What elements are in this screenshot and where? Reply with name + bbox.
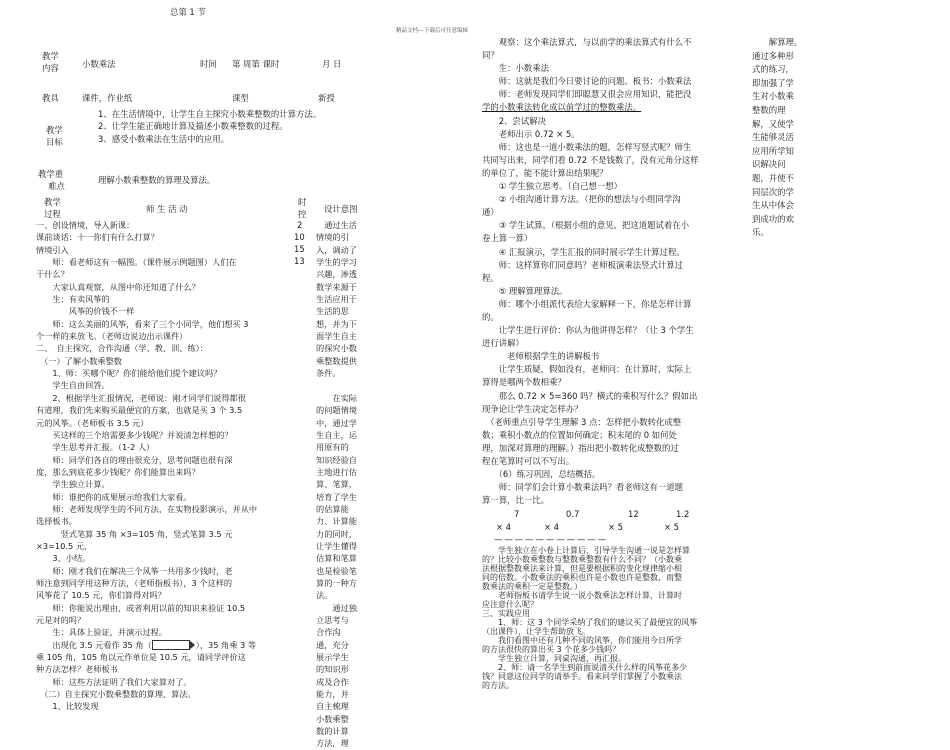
design-line: 用原有的: [316, 442, 349, 453]
process-line: 元是对的吗？: [36, 615, 86, 625]
far-line: 生能够灵活: [752, 132, 794, 143]
week-label: 第 周第 课时: [232, 59, 280, 69]
exercise-mul: × 4: [544, 522, 560, 532]
right-line: 的方法。: [482, 681, 514, 690]
keypoint-label-2: 难点: [48, 181, 65, 191]
process-line: 师：这么美丽的风筝，看来了三个小同学，他们想买 3: [36, 318, 249, 329]
right-line: 让学生进行评价：你认为他讲得怎样？（让 3 个学生: [482, 325, 694, 336]
design-line: 生活的思: [316, 306, 349, 317]
activity-header: 师 生 活 动: [146, 204, 188, 214]
right-line: 学生独立计算，同桌沟通，再汇报。: [482, 654, 626, 663]
right-line: 师：哪个小组派代表给大家解释一下，你是怎样计算: [482, 298, 692, 309]
process-line: 二、 自主探究，合作沟通（学、教、训、练）：: [36, 343, 208, 354]
lesson-number: 总第 1 节: [170, 7, 206, 17]
right-arrow-icon: [152, 640, 190, 650]
design-line: 力的同时，: [316, 528, 357, 539]
right-line: 法根据整数乘法来计算，但是要根据积的变化规律缩小相: [482, 564, 682, 573]
design-line: 生自主，运: [316, 429, 357, 440]
time-value: 13: [294, 256, 305, 266]
right-line: 的？比较小数乘整数与整数乘整数有什么不同？（小数乘: [482, 555, 682, 564]
exercise-mul: × 4: [496, 522, 512, 532]
process-line: ×3=10.5 元，: [36, 540, 93, 551]
far-line: 通过多种形: [752, 50, 794, 61]
right-line: 让学生质疑，假如没有，老师问：在计算时，实际上: [482, 364, 692, 375]
process-line: 买这样的三个培需要多少钱呢？并说清怎样想的？: [36, 429, 233, 440]
design-line: 数的计算: [316, 726, 349, 737]
right-line: ② 小组沟通计算方法。（把你的想法与小组同学沟: [482, 194, 681, 205]
design-line: 入，调动了: [316, 244, 357, 255]
content-value: 小数乘法: [82, 59, 116, 69]
time-value: 2: [297, 220, 303, 230]
right-column: [482, 36, 732, 507]
time-label: 时间: [200, 59, 217, 69]
process-line: 师：你能说出理由，或者利用以前的知识来验证 10.5: [36, 602, 246, 613]
right-line: 师：这样算你们同意吗？老师板演乘法竖式计算过: [482, 259, 683, 270]
design-line: 力、计算能: [316, 516, 357, 527]
right-line: 1、师：这 3 个同学采纳了我们的建议买了最便宜的风筝: [482, 618, 698, 627]
right-line: 师：同学们会计算小数乘法吗？看老师这有一道题: [482, 482, 683, 493]
process-line: 学生自由回答。: [36, 380, 110, 391]
keypoint-label-1: 教学重: [38, 169, 64, 179]
right-line: 通）: [482, 207, 499, 218]
process-line: 干什么？: [36, 269, 69, 280]
right-line: 老师根据学生的讲解板书: [482, 351, 600, 362]
arrow-text: ），35 角乘 3 等: [195, 639, 257, 650]
right-line: ③ 学生试算。（根据小组的意见，把这道题试着在小: [482, 220, 689, 231]
process-line: 师：这些方法证明了我们大家算对了。: [36, 676, 192, 687]
design-line: 培育了学生: [316, 491, 357, 502]
process-line: 师：看老师这有一幅图。（课件展示例题图）人们在: [36, 257, 237, 268]
design-header: 设计意图: [324, 204, 358, 214]
design-line: 方法，理: [316, 738, 349, 749]
right-line: 2、师：请一名学生到前面说清买什么样的风筝花多少: [482, 663, 688, 672]
process-label-2: 过程: [44, 209, 61, 219]
tools-label: 教具: [42, 93, 59, 103]
far-line: 整数的理: [752, 104, 786, 115]
far-line: 识解决问: [752, 159, 786, 170]
design-line: 立思考与: [316, 615, 349, 625]
right-line: 同的倍数。小数乘法的乘积也许是小数也许是整数，而整: [482, 573, 682, 582]
design-line: 学生的学习: [316, 257, 357, 268]
design-line: 自主梳理: [316, 701, 349, 712]
design-line: 算、笔算，: [316, 479, 357, 490]
far-line: 式的练习，: [752, 64, 794, 75]
process-line: 竖式笔算 35 角 ×3=105 角，竖式笔算 3.5 元: [36, 528, 233, 539]
design-line: [316, 379, 372, 391]
far-line: 解，又使学: [752, 118, 794, 129]
design-line: 的问题情境: [316, 405, 357, 416]
process-line: 大家认真观察，从图中你还知道了什么？: [36, 281, 200, 292]
process-line: 1、师：买哪个呢？你们能给他们提个建议吗？: [36, 368, 222, 379]
type-value: 新授: [318, 93, 335, 103]
design-line: 条件。: [316, 368, 341, 379]
right-line: 生：小数乘法: [482, 63, 549, 74]
right-line: 现争论让学生决定怎样办？: [482, 403, 583, 414]
right-line: 的单位了，能不能计算出结果呢？: [482, 167, 608, 178]
right-line: 老师指板书请学生说一说小数乘法怎样计算，计算时: [482, 591, 682, 600]
far-line: 题，并使不: [752, 172, 794, 183]
process-line: 有道理，我们先来购买最便宜的方案，也就是买 3 个 3.5: [36, 405, 243, 416]
right-line: 老师出示 0.72 × 5。: [482, 128, 580, 139]
process-line: 个一样的来放飞。（老师边说边出示课件）: [36, 331, 188, 342]
design-line: 也是检验笔: [316, 565, 357, 576]
right-line: 的。: [482, 311, 499, 322]
right-line: （6）练习巩固，总结概括。: [482, 469, 601, 480]
design-line: 合作沟: [316, 627, 341, 638]
right-line: ⑤ 理解算理算法。: [482, 285, 568, 296]
exercise-top: 1.2: [676, 509, 690, 519]
design-line: 估算和笔算: [316, 553, 357, 564]
right-line: 学的小数乘法转化成以前学过的整数乘法。: [482, 102, 642, 113]
process-line: 生：具体上验证，并演示过程。: [36, 627, 168, 638]
right-line: 理，加深对算理的理解。）指出把小数转化成整数的过: [482, 442, 679, 453]
process-line: 师：老师发现学生的不同方法，在实物投影演示，并从中: [36, 503, 258, 514]
process-line: 师注意到同学用这种方法，（老师指板书），3 个这样的: [36, 577, 233, 588]
right-line: 程在笔算时可以不写出。: [482, 456, 575, 466]
design-line: 让学生懂得: [316, 540, 357, 551]
time-value: 15: [294, 244, 305, 254]
design-line: 算的一种方: [316, 577, 357, 588]
right-line: 共同写出来，同学们看 0.72 不是钱数了，没有元角分这样: [482, 154, 699, 165]
process-line: 师：刚才我们在解决三个风筝一共用多少钱时，老: [36, 565, 233, 576]
process-line: 2、根据学生汇报情况，老师说：刚才同学们说得都很: [36, 392, 246, 403]
right-line: 我们看图中还有几种不同的风筝，你们能用今日所学: [482, 636, 682, 645]
right-line: 应注意什么呢？: [482, 600, 538, 609]
design-line: 知识经验自: [316, 454, 357, 465]
time-value: 10: [294, 232, 305, 242]
content-label-1: 教学: [42, 51, 59, 61]
far-line: 同层次的学: [752, 186, 794, 197]
process-line: （二）自主探究小数乘整数的算理、算法。: [36, 689, 196, 700]
process-line: 一、创设情境，导入新课：: [36, 220, 135, 230]
process-line: 学生思考并汇报。（1-2 人）: [36, 442, 155, 453]
process-line: （一）了解小数乘整数: [36, 355, 122, 366]
type-label: 课型: [232, 93, 249, 103]
keypoint-value: 理解小数乘整数的算理及算法。: [98, 175, 216, 185]
month-day: 月 日: [322, 59, 342, 69]
process-line: 风筝花了 10.5 元，你们算得对吗？: [36, 590, 166, 601]
design-line: 情境的引: [316, 232, 349, 243]
far-line: 生从中体会: [752, 200, 794, 211]
process-line: 出现化 3.5 元看作 35 角（: [36, 639, 152, 650]
design-line: 面学生自主: [316, 331, 357, 342]
right-line: 同？: [482, 50, 499, 61]
right-line: 的方法很快的算出买 3 个花多少钱吗？: [482, 645, 621, 654]
right-column-2: [482, 546, 732, 690]
download-note: 精品文档---下载后可任意编辑: [396, 28, 468, 34]
design-line: 成及合作: [316, 676, 349, 687]
far-right-column: [752, 36, 808, 240]
process-line-arrow: [36, 639, 298, 651]
design-line: 在实际: [316, 392, 357, 403]
design-line: 想，并为下: [316, 318, 357, 329]
goals-label-1: 教学: [46, 125, 63, 135]
process-line: 风筝的价钱不一样: [36, 306, 135, 317]
process-line: 情境引入: [36, 244, 69, 255]
right-line: ④ 汇报演示，学生汇报的同时展示学生计算过程。: [482, 246, 685, 257]
process-line: 生：有卖风筝的: [36, 294, 110, 305]
design-line: 中，通过学: [316, 417, 357, 428]
process-line: 元的风筝。（老师板书 3.5 元）: [36, 417, 149, 428]
right-line: 2、尝试解决: [482, 115, 546, 126]
exercise-top: 0.7: [566, 509, 580, 519]
exercise-rule: ———————————: [494, 534, 609, 544]
design-column: [316, 219, 372, 750]
process-line: 师：同学们各自的理由很充分，思考问题也很有深: [36, 454, 233, 465]
right-line: 三、实践应用: [482, 609, 530, 618]
exercise-mul: × 5: [608, 522, 624, 532]
design-line: 的估算能: [316, 503, 349, 514]
time-header-2: 控: [298, 209, 307, 219]
design-line: 生活应用于: [316, 294, 357, 305]
design-line: 兴趣，渗透: [316, 269, 357, 280]
process-line: 乘 105 角，105 角以元作单位是 10.5 元，请同学评价这: [36, 652, 246, 663]
right-line: 数；乘积小数点的位置如何确定；积末尾的 0 如何处: [482, 429, 677, 440]
process-line: 度，那么到底花多少钱呢？你们能算出来吗？: [36, 466, 200, 477]
right-line: 数乘法的乘积一定是整数。）: [482, 582, 582, 591]
tools-value: 课件，作业纸: [82, 93, 133, 103]
far-line: 到成功的欢: [752, 213, 794, 224]
process-line: 师：谁把你的成果展示给我们大家看。: [36, 491, 192, 502]
goal-3: 3、感受小数乘法在生活中的应用。: [98, 134, 229, 144]
process-line: 1、比较发现: [36, 701, 99, 712]
design-line: 数学来源于: [316, 281, 357, 292]
right-line: （老师重点引导学生理解 3 点：怎样把小数转化成整: [482, 416, 682, 427]
design-line: 展示学生: [316, 652, 349, 663]
right-line: 师：这也是一道小数乘法的题，怎样写竖式呢？师生: [482, 141, 692, 152]
design-line: 通，充分: [316, 639, 349, 650]
right-line: ① 学生独立思考。（自己想一想）: [482, 181, 622, 192]
goals-label-2: 目标: [46, 137, 63, 147]
far-line: 即加强了学: [752, 77, 794, 88]
right-line: 算一算，比一比。: [482, 495, 549, 506]
content-label-2: 内容: [42, 63, 59, 73]
design-line: 小数乘整: [316, 713, 349, 724]
far-line: 乐。: [752, 227, 769, 238]
right-line: 师：这就是我们今日要讨论的问题。板书：小数乘法: [482, 76, 692, 87]
design-line: 的探究小数: [316, 343, 357, 354]
process-line: 选择板书。: [36, 516, 77, 527]
design-line: 法。: [316, 590, 333, 601]
far-line: 解算理。: [752, 37, 803, 47]
right-line: 师：老师发现同学们即聪慧又很会应用知识，能把没: [482, 89, 692, 100]
process-line: 课前谈话：十一你们有什么打算？: [36, 232, 159, 243]
design-line: 通过独: [316, 602, 357, 613]
process-column: [36, 219, 298, 713]
design-line: 的知识形: [316, 664, 349, 675]
right-line: 卷上算一算）: [482, 233, 533, 244]
right-line: 观察：这个乘法算式，与以前学的乘法算式有什么不: [482, 37, 692, 47]
right-line: 进行讲解）: [482, 338, 524, 349]
right-line: 程。: [482, 272, 499, 283]
right-line: 那么 0.72 × 5=360 吗？横式的乘积写什么？假如出: [482, 390, 698, 401]
right-line: 钱？同意这位同学的请举手。看来同学们掌握了小数乘法: [482, 672, 682, 681]
time-header-1: 时: [298, 197, 307, 207]
far-line: 生对小数乘: [752, 91, 794, 102]
design-line: 乘整数提供: [316, 355, 357, 366]
process-line: 学生独立计算。: [36, 479, 110, 490]
design-line: 能力，并: [316, 689, 349, 700]
far-line: 应用所学知: [752, 145, 794, 156]
goal-2: 2、让学生能正确地计算及描述小数乘整数的过程。: [98, 121, 288, 131]
exercise-top: 7: [514, 509, 520, 519]
process-line: 种方法怎样？老师板书: [36, 664, 118, 675]
right-line: 学生独立在小卷上计算后，引导学生沟通一说是怎样算: [482, 546, 690, 555]
process-label-1: 教学: [44, 197, 61, 207]
right-line: 算得是哪两个数相乘？: [482, 377, 566, 388]
goal-1: 1、在生活情境中，让学生自主探究小数乘整数的计算方法。: [98, 109, 322, 119]
right-line: （出课件），让学生帮助放飞。: [482, 627, 590, 636]
process-line: 3、小结。: [36, 553, 91, 564]
exercise-top: 12: [628, 509, 639, 519]
exercise-mul: × 5: [664, 522, 680, 532]
design-line: 主地进行估: [316, 466, 357, 477]
design-line: 通过生活: [316, 220, 357, 230]
